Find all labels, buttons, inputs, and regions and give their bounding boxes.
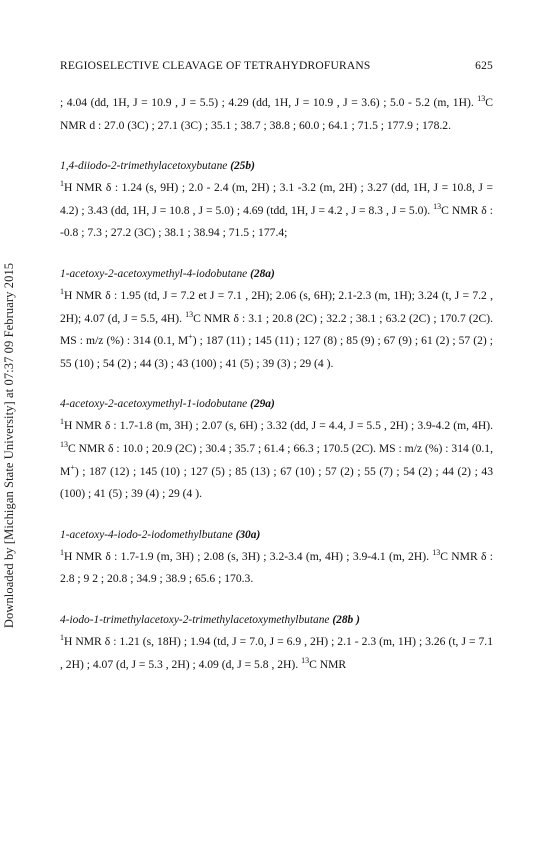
nmr-text: H NMR δ : 1.7-1.8 (m, 3H) ; 2.07 (s, 6H) ; 3.32 (dd, J = 4.4, J = 5.5 , 2H) ; 3.9-4.2 (m, 4H).: [64, 419, 493, 433]
compound-data: [60, 631, 493, 676]
compound-data: [60, 415, 493, 505]
nmr-text: C NMR δ : 2.8 ; 9 2 ; 20.8 ; 34.9 ; 38.9 ; 65.6 ; 170.3.: [60, 549, 493, 586]
nmr-text: C NMR: [309, 657, 347, 671]
compound-label: (29a): [250, 398, 275, 411]
superscript: 13: [185, 309, 194, 319]
compound-data: [60, 546, 493, 591]
download-watermark: [0, 230, 20, 660]
compound-name: 1,4-diiodo-2-trimethylacetoxybutane: [60, 160, 228, 173]
nmr-text: H NMR δ : 1.7-1.9 (m, 3H) ; 2.08 (s, 3H) ; 3.2-3.4 (m, 4H) ; 3.9-4.1 (m, 2H).: [64, 549, 433, 563]
compound-heading: [60, 157, 493, 175]
compound-name: 4-iodo-1-trimethylacetoxy-2-trimethylacetoxymethylbutane: [60, 613, 330, 626]
ms-text: ) ; 187 (12) ; 145 (10) ; 127 (5) ; 85 (13) ; 67 (10) ; 57 (2) ; 55 (7) ; 54 (2) ; 44 (2) ; 43 (100) ; 41 (5) ; 39 (4) ; 29 (4 ).: [60, 464, 493, 501]
continued-paragraph: [60, 92, 493, 137]
intro-text: ; 4.04 (dd, 1H, J = 10.9 , J = 5.5) ; 4.29 (dd, 1H, J = 10.9 , J = 3.6) ; 5.0 - 5.2 (m, 1H).: [60, 96, 478, 109]
superscript: 13: [432, 547, 441, 557]
compound-name: 1-acetoxy-2-acetoxymethyl-4-iodobutane: [60, 267, 248, 280]
compound-label: (28b ): [332, 613, 360, 626]
compound-heading: [60, 265, 493, 283]
superscript: 1: [60, 179, 64, 189]
compound-label: (28a): [250, 267, 275, 280]
compound-heading: [60, 395, 493, 413]
compound-heading: [60, 526, 493, 544]
nmr-text: H NMR δ : 1.21 (s, 18H) ; 1.94 (td, J = 7.0, J = 6.9 , 2H) ; 2.1 - 2.3 (m, 1H) ; 3.26 (t, J = 7.1 , 2H) ; 4.07 (d, J = 5.3 , 2H) ; 4.09 (d, J = 5.8 , 2H).: [60, 634, 493, 671]
superscript: 1: [60, 417, 64, 427]
superscript: 13: [60, 439, 68, 449]
nmr-text: H NMR δ : 1.95 (td, J = 7.2 et J = 7.1 , 2H); 2.06 (s, 6H); 2.1-2.3 (m, 1H); 3.24 (t, J = 7.2 , 2H); 4.07 (d, J = 5.5, 4H).: [60, 288, 493, 325]
intro-text-2: C NMR d : 27.0 (3C) ; 27.1 (3C) ; 35.1 ; 38.7 ; 38.8 ; 60.0 ; 64.1 ; 71.5 ; 177.9 ; 178.2.: [60, 96, 493, 132]
compound-data: [60, 285, 493, 375]
superscript: +: [70, 462, 75, 472]
superscript: 1: [60, 547, 64, 557]
superscript: 13: [301, 655, 310, 665]
download-notice: Downloaded by [Michigan State University] at 07:37 09 February 2015: [2, 262, 17, 628]
superscript: 13: [433, 201, 442, 211]
nmr-text: C NMR δ : -0.8 ; 7.3 ; 27.2 (3C) ; 38.1 ; 38.94 ; 71.5 ; 177.4;: [60, 203, 493, 240]
ms-text: ) ; 187 (11) ; 145 (11) ; 127 (8) ; 85 (9) ; 67 (9) ; 61 (2) ; 57 (2) ; 55 (10) ; 54 (2) ; 44 (3) ; 43 (100) ; 41 (5) ; 39 (3) ; 29 (4 ).: [60, 334, 494, 370]
compound-name: 4-acetoxy-2-acetoxymethyl-1-iodobutane: [60, 398, 248, 411]
superscript: 1: [60, 632, 64, 642]
nmr-text: C NMR δ : 3.1 ; 20.8 (2C) ; 32.2 ; 38.1 ; 63.2 (2C) ; 170.7 (2C). MS : m/z (%) : 314 (0.1, M: [60, 311, 493, 348]
compound-name: 1-acetoxy-4-iodo-2-iodomethylbutane: [60, 528, 233, 541]
compound-label: (30a): [235, 528, 261, 541]
compound-heading: [60, 611, 493, 629]
superscript: 13: [477, 94, 486, 103]
article-body: [60, 92, 493, 676]
running-header: [60, 60, 493, 72]
superscript: +: [188, 332, 193, 342]
compound-data: [60, 177, 493, 245]
nmr-text: C NMR δ : 10.0 ; 20.9 (2C) ; 30.4 ; 35.7 ; 61.4 ; 66.3 ; 170.5 (2C). MS : m/z (%) : 314 (0.1, M: [60, 441, 493, 478]
compound-label: (25b): [230, 160, 255, 173]
running-title: REGIOSELECTIVE CLEAVAGE OF TETRAHYDROFURANS: [60, 60, 371, 72]
page-number: 625: [475, 60, 493, 72]
nmr-text: H NMR δ : 1.24 (s, 9H) ; 2.0 - 2.4 (m, 2H) ; 3.1 -3.2 (m, 2H) ; 3.27 (dd, 1H, J = 10.8, J = 4.2) ; 3.43 (dd, 1H, J = 10.8 , J = 5.0) ; 4.69 (tdd, 1H, J = 4.2 , J = 8.3 , J = 5.0).: [60, 181, 493, 217]
superscript: 1: [60, 286, 64, 296]
